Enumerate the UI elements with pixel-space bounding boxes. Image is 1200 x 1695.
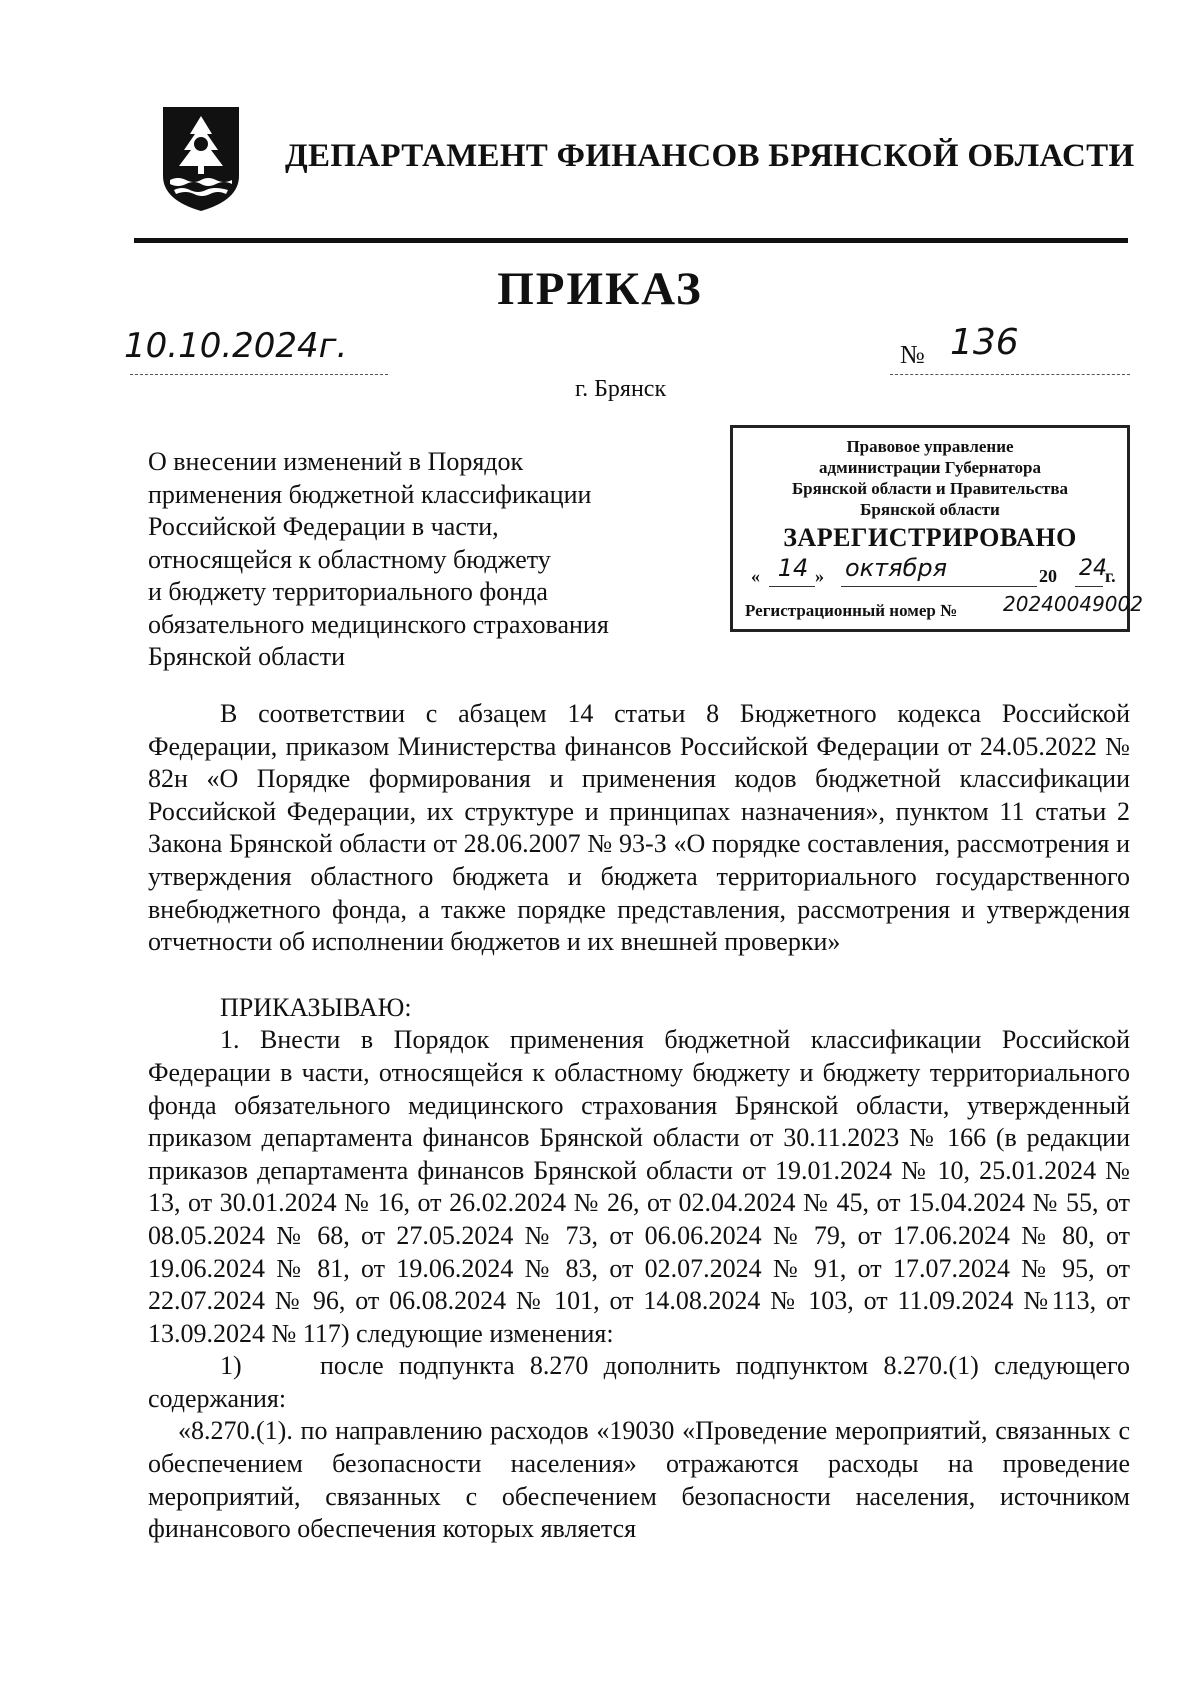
- subject-line: обязательного медицинского страхования: [148, 609, 609, 639]
- stamp-month: октября: [845, 554, 948, 582]
- stamp-org-line: Правовое управление: [846, 437, 1014, 456]
- preamble-paragraph: В соответствии с абзацем 14 статьи 8 Бюджетного кодекса Российской Федерации, приказом Министерства финансов Российской Федерации от 24.05.2022 № 82н «О Порядке формирования и применения кодов бюджетной классификации Российской Федерации, их структуре и принципах назначения», пунктом 11 статьи 2 Закона Брянской области от 28.06.2007 № 93-З «О порядке составления, рассмотрения и утверждения областного бюджета и бюджета территориального государственного внебюджетного фонда, а также порядке представления, рассмотрения и утверждения отчетности об исполнении бюджетов и их внешней проверки»: [148, 699, 1130, 957]
- subject-line: и бюджету территориального фонда: [148, 577, 548, 606]
- department-title: ДЕПАРТАМЕНТ ФИНАНСОВ БРЯНСКОЙ ОБЛАСТИ: [285, 138, 1135, 174]
- stamp-org-line: Брянской области: [860, 500, 1000, 519]
- stamp-month-underline: [841, 586, 1037, 587]
- order-word: ПРИКАЗЫВАЮ:: [220, 992, 412, 1022]
- stamp-org-line: Брянской области и Правительства: [791, 479, 1069, 498]
- stamp-quote-close: »: [815, 566, 824, 586]
- city-label: г. Брянск: [575, 376, 667, 402]
- number-sign: №: [900, 340, 925, 369]
- subject-line: применения бюджетной классификации: [148, 479, 592, 509]
- stamp-status: ЗАРЕГИСТРИРОВАНО: [783, 523, 1077, 552]
- coat-of-arms-emblem: [160, 104, 242, 214]
- order-body: [148, 698, 1130, 1546]
- date-underline: [130, 374, 388, 375]
- stamp-year-unit: г.: [1105, 566, 1116, 586]
- registration-stamp: [730, 425, 1143, 632]
- header-rule: [134, 238, 1128, 243]
- stamp-year-underline: [1075, 586, 1103, 587]
- order-subject: [148, 446, 668, 674]
- item-1-paragraph: 1. Внести в Порядок применения бюджетной классификации Российской Федерации в части, относящейся к областному бюджету и бюджету территориального фонда обязательного медицинского страхования Брянской области, утвержденный приказом департамента финансов Брянской области от 30.11.2023 № 166 (в редакции приказов департамента финансов Брянской области от 19.01.2024 № 10, 25.01.2024 № 13, от 30.01.2024 № 16, от 26.02.2024 № 26, от 02.04.2024 № 45, от 15.04.2024 № 55, от 08.05.2024 № 68, от 27.05.2024 № 73, от 06.06.2024 № 79, от 17.06.2024 № 80, от 19.06.2024 № 81, от 19.06.2024 № 83, от 02.07.2024 № 91, от 17.07.2024 № 95, от 22.07.2024 № 96, от 06.08.2024 № 101, от 14.08.2024 № 103, от 11.09.2024 №113, от 13.09.2024 № 117) следующие изменения:: [148, 1025, 1130, 1348]
- bryansk-coat-of-arms-icon: [160, 104, 242, 214]
- stamp-org-line: администрации Губернатора: [819, 458, 1041, 477]
- stamp-day: 14: [777, 554, 809, 582]
- order-number: 136: [950, 322, 1019, 363]
- subject-line: Брянской области: [148, 642, 345, 671]
- stamp-quote-open: «: [751, 566, 760, 586]
- stamp-date-row: [733, 556, 1127, 590]
- subject-line: Российской Федерации в части,: [148, 512, 499, 541]
- quoted-subitem-paragraph: «8.270.(1). по направлению расходов «19030 «Проведение мероприятий, связанных с обеспечением безопасности населения» отражаются расходы на проведение мероприятий, связанных с обеспечением безопасности населения, источником финансового обеспечения которых является: [148, 1416, 1130, 1544]
- subject-line: относящейся к областному бюджету: [148, 544, 551, 574]
- subitem-1-paragraph: [148, 1350, 1130, 1415]
- order-date: 10.10.2024г.: [124, 326, 348, 366]
- stamp-regnum-row: [733, 592, 1143, 624]
- stamp-year-suffix: 24: [1079, 556, 1107, 581]
- number-underline: [890, 374, 1130, 375]
- subject-line: О внесении изменений в Порядок: [148, 447, 524, 476]
- stamp-regnum-label: Регистрационный номер №: [745, 601, 958, 620]
- document-title: ПРИКАЗ: [497, 263, 703, 315]
- stamp-year-prefix: 20: [1039, 566, 1057, 586]
- subitem-1-number: 1): [220, 1351, 242, 1381]
- subitem-1-text: после подпункта 8.270 дополнить подпунктом 8.270.(1) следующего содержания:: [148, 1351, 1130, 1413]
- stamp-regnum-value: 20240049002: [1003, 592, 1143, 616]
- stamp-day-underline: [769, 586, 815, 587]
